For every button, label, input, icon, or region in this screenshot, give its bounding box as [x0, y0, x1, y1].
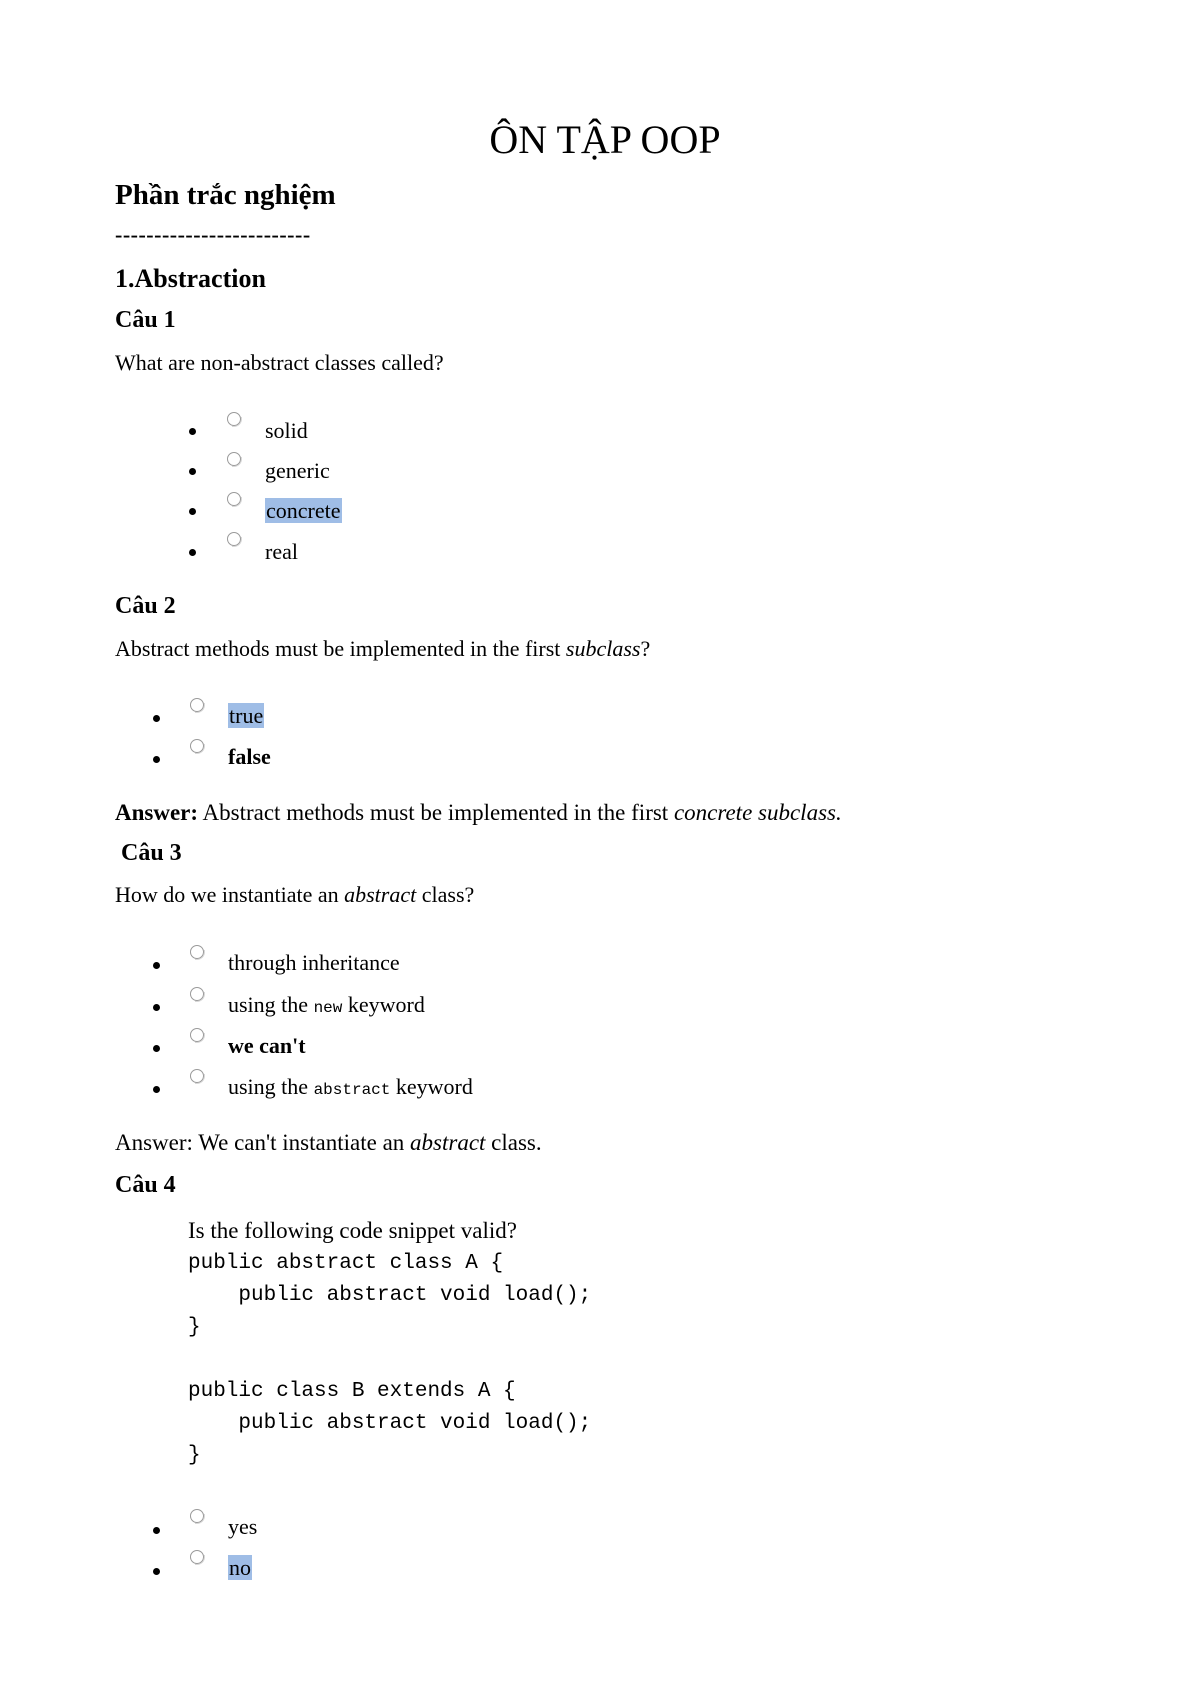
radio-button[interactable]	[190, 739, 204, 753]
bullet-icon	[189, 508, 196, 515]
q4-option-yes[interactable]: yes	[228, 1514, 258, 1539]
q3-text-italic: abstract	[344, 882, 417, 907]
q3-text	[115, 882, 474, 908]
radio-button[interactable]	[190, 987, 204, 1001]
radio-button[interactable]	[227, 412, 241, 426]
bullet-icon	[189, 468, 196, 475]
bullet-icon	[153, 1527, 160, 1534]
section-heading: Phần trắc nghiệm	[115, 179, 336, 211]
q1-text: What are non-abstract classes called?	[115, 350, 444, 375]
code-line: public abstract class A {	[188, 1252, 504, 1275]
answer-label: Answer:	[115, 800, 199, 825]
q2-text-part: Abstract methods must be implemented in the first	[115, 636, 566, 661]
radio-button[interactable]	[227, 452, 241, 466]
code-line: public class B extends A {	[188, 1380, 516, 1403]
radio-button[interactable]	[190, 1509, 204, 1523]
option-text: using the	[228, 992, 314, 1017]
q2-option-true[interactable]	[228, 703, 264, 729]
bullet-icon	[153, 1568, 160, 1575]
q2-text-italic: subclass	[565, 636, 641, 661]
q4-label: Câu 4	[115, 1172, 176, 1198]
q1-option-real[interactable]: real	[265, 539, 298, 564]
option-text: using the	[228, 1074, 314, 1099]
q3-text-end: class?	[416, 882, 475, 907]
q2-option-false[interactable]: false	[228, 744, 271, 769]
option-text: keyword	[342, 992, 425, 1017]
bullet-icon	[153, 715, 160, 722]
topic-heading: 1.Abstraction	[115, 264, 266, 293]
q2-label: Câu 2	[115, 593, 176, 619]
bullet-icon	[189, 549, 196, 556]
radio-button[interactable]	[190, 698, 204, 712]
q4-text: Is the following code snippet valid?	[188, 1218, 517, 1243]
bullet-icon	[153, 1004, 160, 1011]
q3-label: Câu 3	[121, 840, 182, 866]
q2-text	[115, 636, 650, 662]
code-line: }	[188, 1316, 201, 1339]
highlighted-answer: no	[229, 1555, 251, 1580]
q1-option-solid[interactable]: solid	[265, 418, 308, 443]
option-text: keyword	[390, 1074, 473, 1099]
radio-button[interactable]	[227, 492, 241, 506]
bullet-icon	[153, 756, 160, 763]
code-line	[188, 1344, 591, 1376]
divider-line: -------------------------	[115, 222, 311, 247]
q2-text-end: ?	[640, 636, 651, 661]
q2-answer	[115, 800, 842, 826]
q3-option-cant[interactable]: we can't	[228, 1033, 306, 1058]
q2-answer-text: Abstract methods must be implemented in the first	[198, 800, 674, 825]
q3-option-inheritance[interactable]: through inheritance	[228, 950, 400, 975]
q3-answer	[115, 1130, 542, 1156]
q4-option-no[interactable]	[228, 1555, 252, 1581]
q1-label: Câu 1	[115, 307, 176, 333]
inline-code: abstract	[313, 1081, 391, 1099]
highlighted-answer: concrete	[266, 498, 341, 523]
q3-option-new-keyword[interactable]	[228, 992, 425, 1018]
q1-option-generic[interactable]: generic	[265, 458, 330, 483]
code-line: public abstract void load();	[188, 1284, 592, 1307]
q3-option-abstract-keyword[interactable]	[228, 1074, 473, 1100]
bullet-icon	[153, 962, 160, 969]
radio-button[interactable]	[190, 945, 204, 959]
radio-button[interactable]	[190, 1028, 204, 1042]
q3-answer-end: class.	[485, 1130, 542, 1155]
q3-answer-italic: abstract	[410, 1130, 486, 1155]
bullet-icon	[153, 1045, 160, 1052]
q1-option-concrete[interactable]	[265, 498, 342, 524]
code-line: }	[188, 1444, 201, 1467]
q3-answer-text: Answer: We can't instantiate an	[115, 1130, 411, 1155]
highlighted-answer: true	[229, 703, 264, 728]
inline-code: new	[313, 999, 343, 1017]
code-snippet	[188, 1248, 591, 1472]
radio-button[interactable]	[227, 532, 241, 546]
code-line: public abstract void load();	[188, 1412, 592, 1435]
bullet-icon	[153, 1086, 160, 1093]
q2-answer-italic: concrete subclass.	[673, 800, 842, 825]
radio-button[interactable]	[190, 1550, 204, 1564]
radio-button[interactable]	[190, 1069, 204, 1083]
bullet-icon	[189, 428, 196, 435]
document-title: ÔN TẬP OOP	[489, 117, 721, 162]
q3-text-part: How do we instantiate an	[115, 882, 345, 907]
